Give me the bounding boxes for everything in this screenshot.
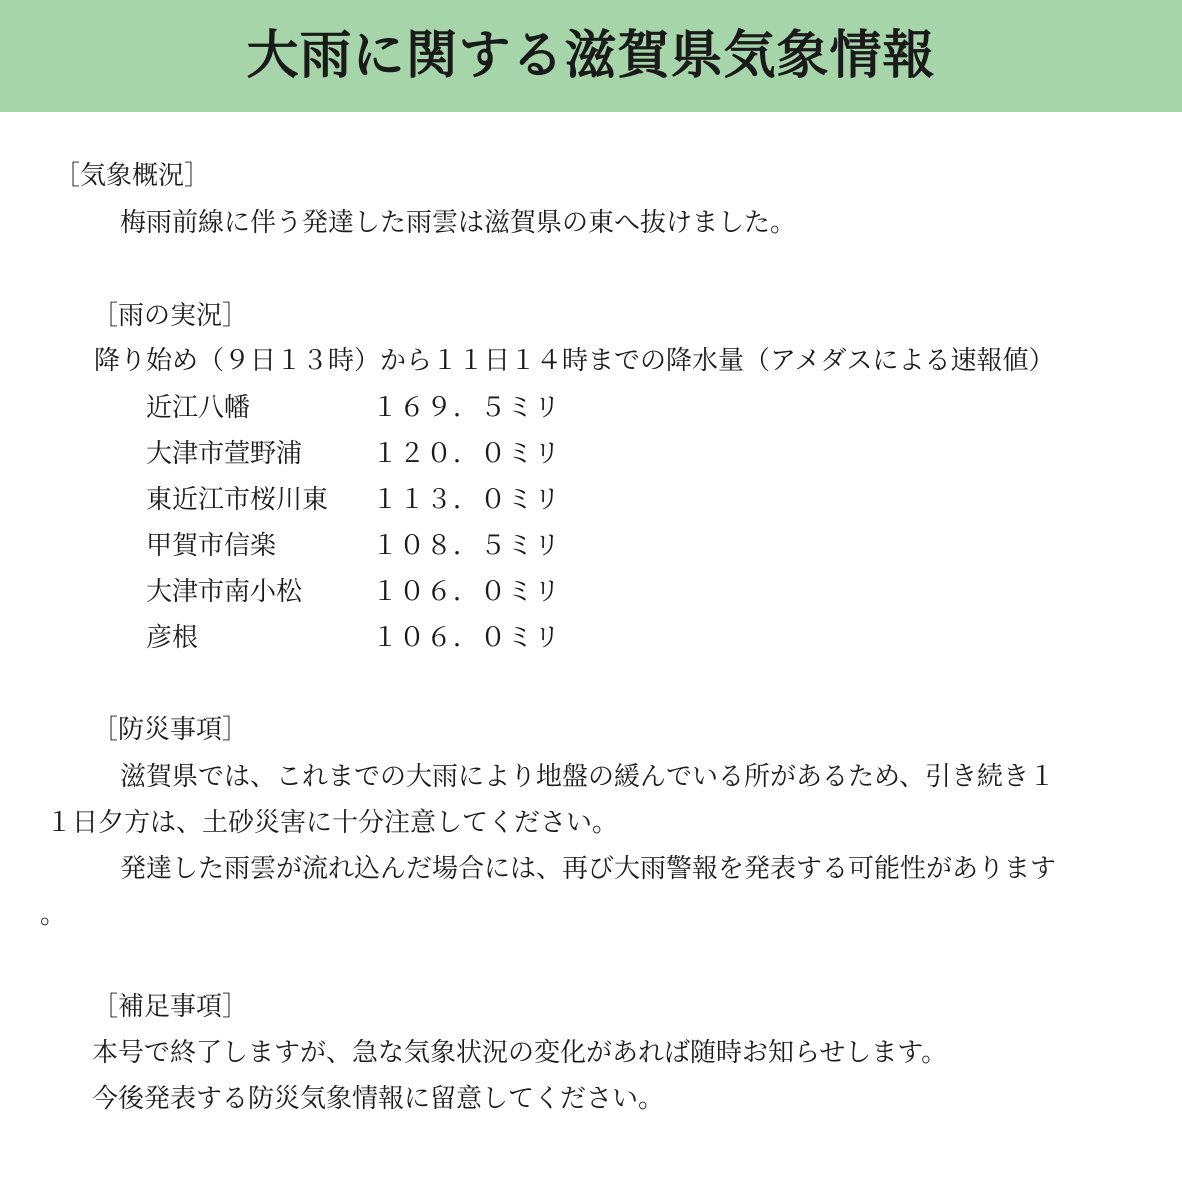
page-title: 大雨に関する滋賀県気象情報 <box>246 26 936 86</box>
rainfall-amount: １１３．０ミリ <box>372 485 562 515</box>
disaster-heading: ［防災事項］ <box>92 715 249 745</box>
supplement-line2: 今後発表する防災気象情報に留意してください。 <box>92 1084 665 1114</box>
rain-heading: ［雨の実況］ <box>92 301 249 331</box>
overview-body: 梅雨前線に伴う発達した雨雲は滋賀県の東へ抜けました。 <box>94 208 797 238</box>
supplement-line1: 本号で終了しますが、急な気象状況の変化があれば随時お知らせします。 <box>92 1038 948 1068</box>
station-name: 大津市南小松 <box>146 577 303 607</box>
rainfall-amount: １６９．５ミリ <box>372 393 562 423</box>
supplement-heading: ［補足事項］ <box>92 992 249 1022</box>
rainfall-amount: １０６．０ミリ <box>372 577 562 607</box>
disaster-para1-line2: １日夕方は、土砂災害に十分注意してください。 <box>46 808 619 838</box>
station-name: 近江八幡 <box>146 393 251 423</box>
station-name: 彦根 <box>146 623 199 653</box>
rainfall-amount: １０６．０ミリ <box>372 623 562 653</box>
disaster-para2-line2: 。 <box>40 900 67 930</box>
rain-intro: 降り始め（９日１３時）から１１日１４時までの降水量（アメダスによる速報値） <box>94 346 1055 376</box>
overview-heading: ［気象概況］ <box>54 161 211 191</box>
disaster-para2-line1: 発達した雨雲が流れ込んだ場合には、再び大雨警報を発表する可能性があります <box>94 854 1057 884</box>
rainfall-amount: １０８．５ミリ <box>372 531 562 561</box>
disaster-para1-line1: 滋賀県では、これまでの大雨により地盤の緩んでいる所があるため、引き続き１ <box>94 762 1055 792</box>
station-name: 甲賀市信楽 <box>146 531 277 561</box>
station-name: 東近江市桜川東 <box>146 485 329 515</box>
rainfall-amount: １２０．０ミリ <box>372 439 562 469</box>
station-name: 大津市萱野浦 <box>146 439 303 469</box>
title-banner <box>0 0 1182 112</box>
